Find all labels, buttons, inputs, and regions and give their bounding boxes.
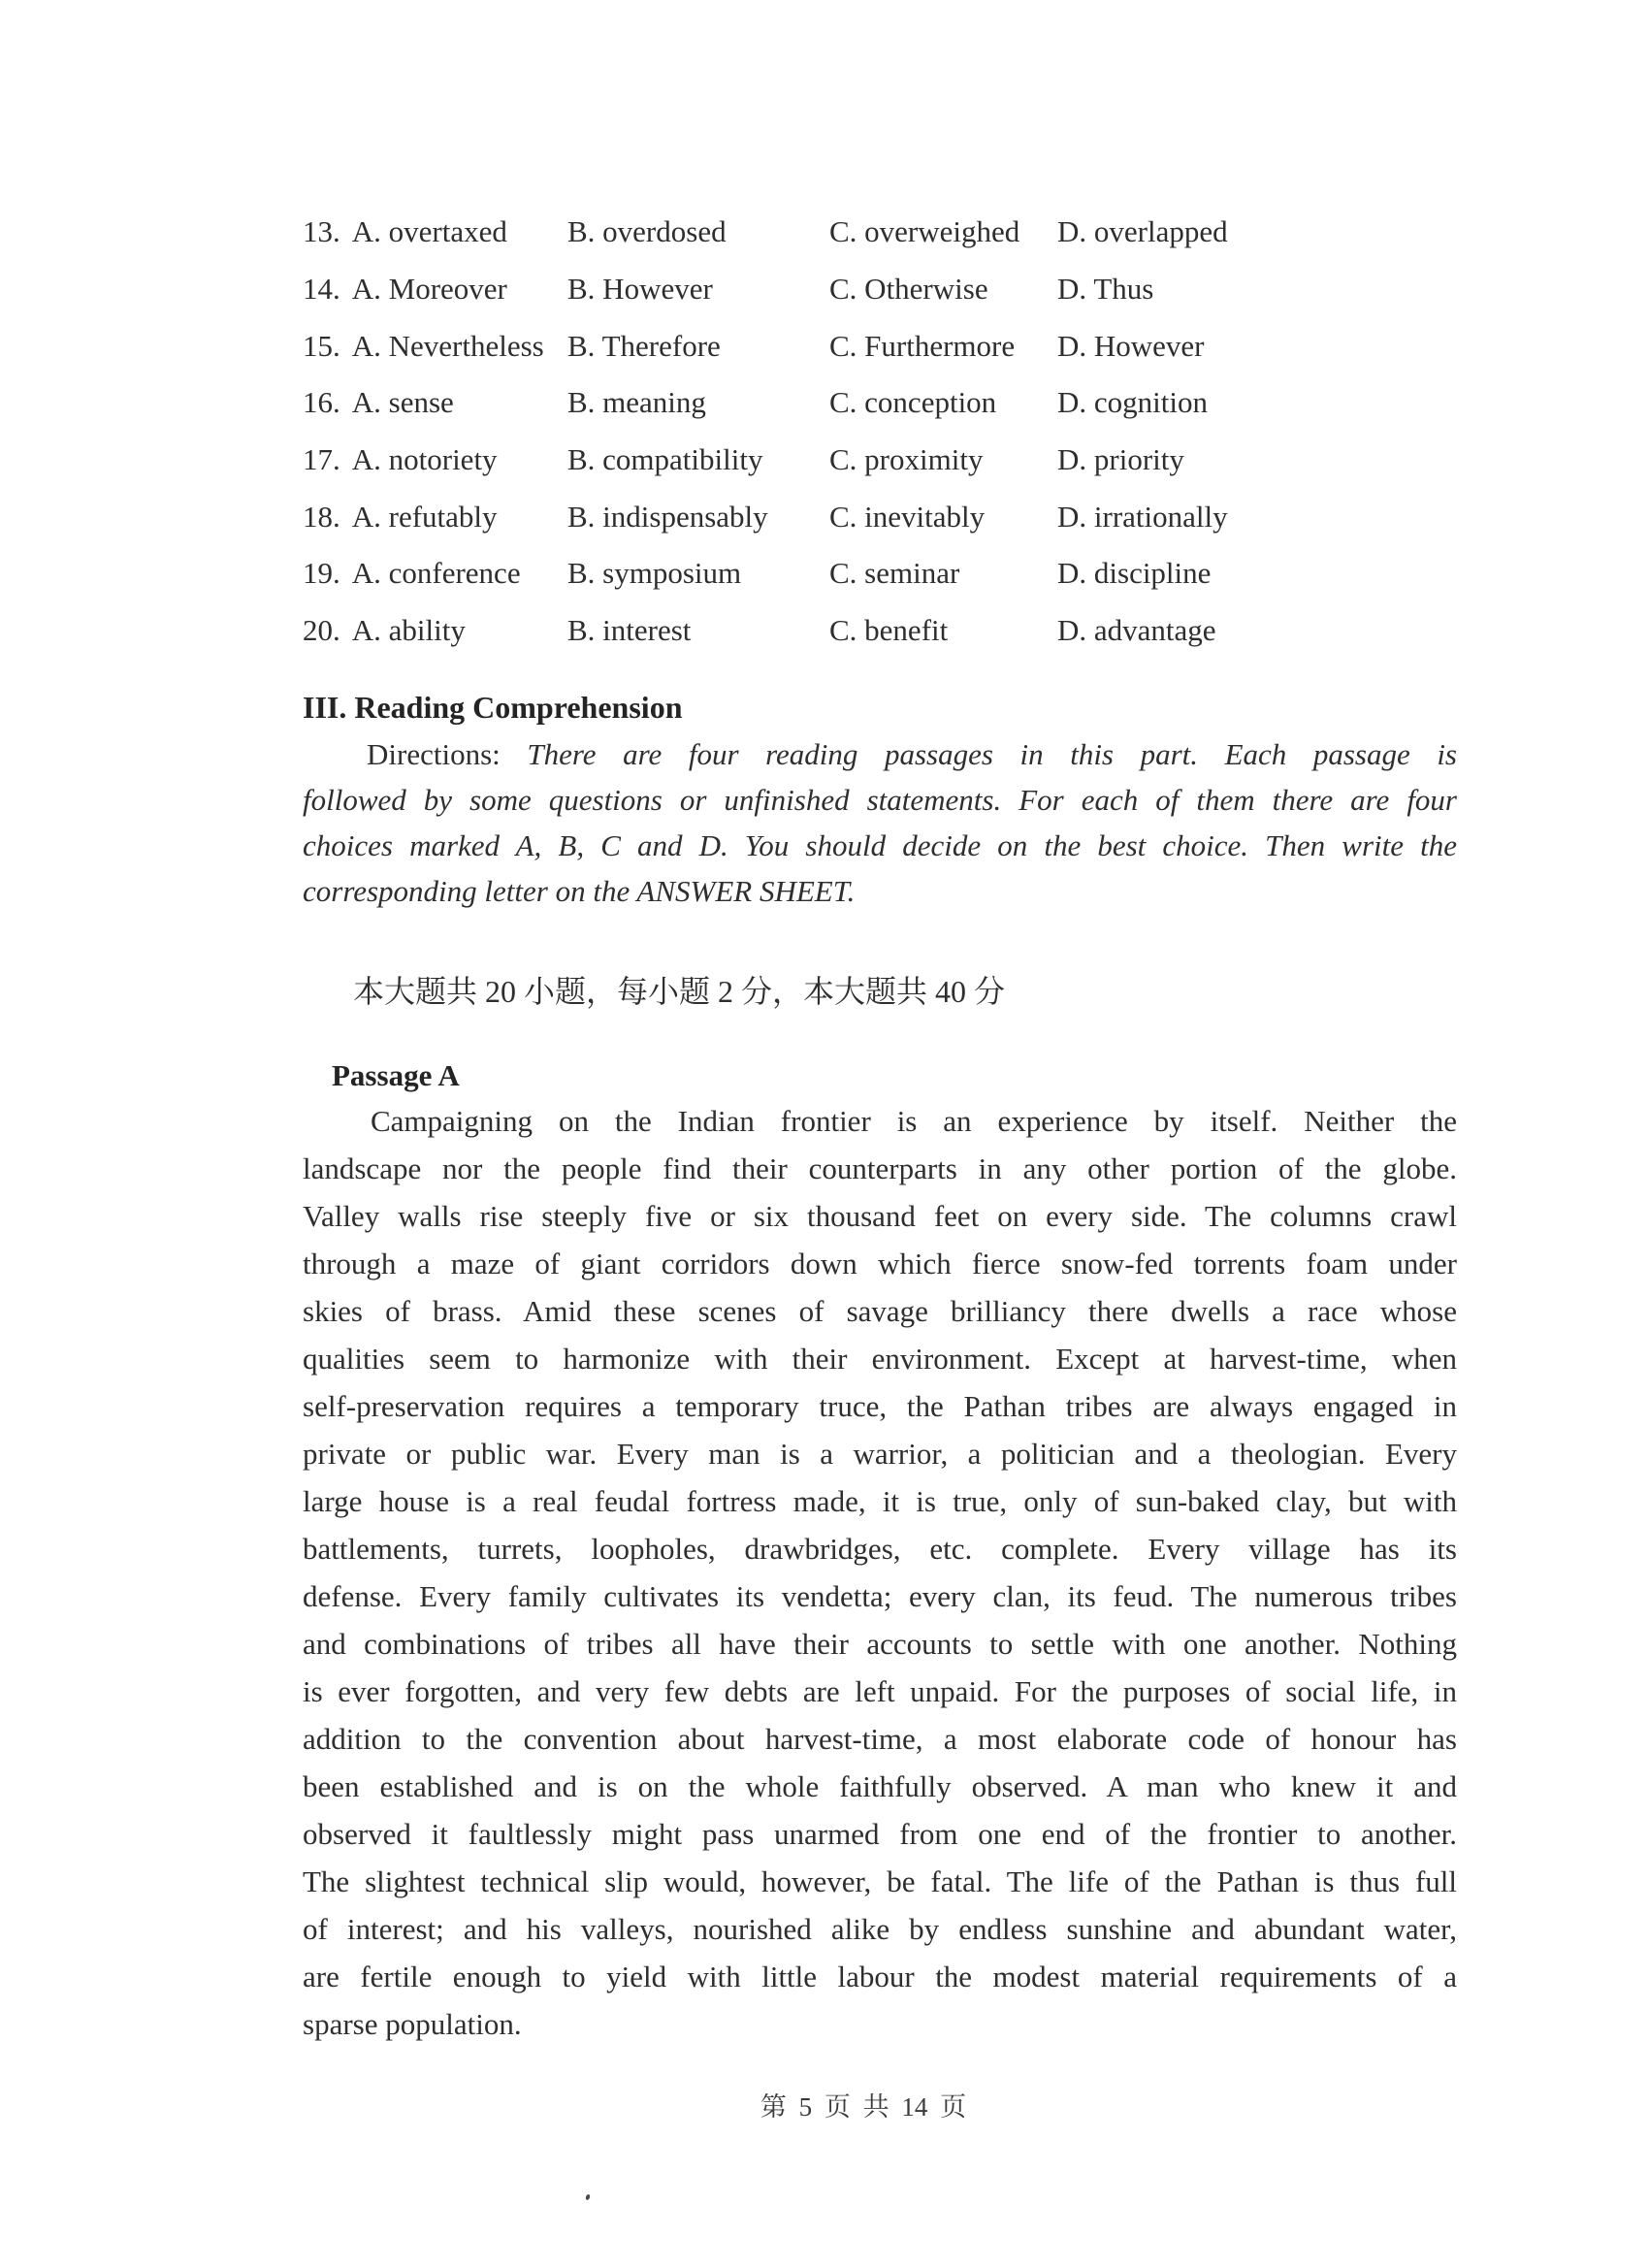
option-d: D. irrationally xyxy=(1057,499,1228,534)
question-row xyxy=(303,261,1457,318)
option-a: A. Nevertheless xyxy=(351,328,544,363)
question-row xyxy=(303,374,1457,432)
passage-line: is ever forgotten, and very few debts are left unpaid. For the purposes of social life, in xyxy=(303,1674,1457,1708)
option-c: C. seminar xyxy=(829,556,960,591)
passage-line: through a maze of giant corridors down which fierce snow-fed torrents foam under xyxy=(303,1247,1457,1280)
question-number: 14. xyxy=(303,272,340,307)
option-a: A. overtaxed xyxy=(351,214,507,249)
question-number: 13. xyxy=(303,214,340,249)
question-number: 20. xyxy=(303,613,340,648)
question-number: 19. xyxy=(303,556,340,591)
directions-line: choices marked A, B, C and D. You should decide on the best choice. Then write the xyxy=(303,828,1457,862)
question-number: 15. xyxy=(303,328,340,363)
option-b: B. indispensably xyxy=(567,499,768,534)
option-d: D. advantage xyxy=(1057,613,1216,648)
directions-line: corresponding letter on the ANSWER SHEET. xyxy=(303,874,856,908)
option-d: D. discipline xyxy=(1057,556,1212,591)
cloze-options-section xyxy=(303,204,1457,660)
option-c: C. benefit xyxy=(829,613,949,648)
option-c: C. conception xyxy=(829,385,997,420)
option-d: D. Thus xyxy=(1057,272,1154,307)
ink-speck xyxy=(585,2193,591,2200)
question-number: 17. xyxy=(303,442,340,477)
directions-paragraph xyxy=(303,731,1457,914)
option-a: A. conference xyxy=(351,556,521,591)
option-a: A. Moreover xyxy=(351,272,507,307)
passage-body xyxy=(303,1097,1457,2048)
option-a: A. ability xyxy=(351,613,466,648)
option-d: D. cognition xyxy=(1057,385,1208,420)
passage-line: battlements, turrets, loopholes, drawbridges, etc. complete. Every village has its xyxy=(303,1532,1457,1566)
score-note: 本大题共 20 小题，每小题 2 分，本大题共 40 分 xyxy=(353,974,1006,1009)
option-b: B. interest xyxy=(567,613,692,648)
question-row xyxy=(303,317,1457,374)
option-b: B. compatibility xyxy=(567,442,763,477)
option-a: A. notoriety xyxy=(351,442,498,477)
option-a: A. sense xyxy=(351,385,454,420)
passage-line: and combinations of tribes all have their accounts to settle with one another. Nothing xyxy=(303,1627,1457,1661)
option-c: C. proximity xyxy=(829,442,984,477)
question-number: 16. xyxy=(303,385,340,420)
passage-line: been established and is on the whole faithfully observed. A man who knew it and xyxy=(303,1769,1457,1803)
passage-line: skies of brass. Amid these scenes of savage brilliancy there dwells a race whose xyxy=(303,1294,1457,1328)
passage-line: The slightest technical slip would, however, be fatal. The life of the Pathan is thus full xyxy=(303,1864,1457,1898)
option-c: C. Otherwise xyxy=(829,272,988,307)
page-footer: 第 5 页 共 14 页 xyxy=(760,2092,967,2122)
passage-line: Valley walls rise steeply five or six thousand feet on every side. The columns crawl xyxy=(303,1199,1457,1233)
option-c: C. inevitably xyxy=(829,499,986,534)
directions-label: Directions: xyxy=(367,737,501,771)
question-row xyxy=(303,545,1457,602)
option-d: D. priority xyxy=(1057,442,1184,477)
passage-line: Campaigning on the Indian frontier is an experience by itself. Neither the xyxy=(371,1104,1457,1138)
passage-line: observed it faultlessly might pass unarmed from one end of the frontier to another. xyxy=(303,1817,1457,1851)
option-c: C. overweighed xyxy=(829,214,1020,249)
option-b: B. However xyxy=(567,272,713,307)
option-b: B. Therefore xyxy=(567,328,721,363)
directions-line: followed by some questions or unfinished statements. For each of them there are four xyxy=(303,783,1457,817)
option-a: A. refutably xyxy=(351,499,498,534)
question-number: 18. xyxy=(303,499,340,534)
question-row xyxy=(303,432,1457,489)
option-b: B. symposium xyxy=(567,556,742,591)
passage-line: large house is a real feudal fortress made, it is true, only of sun-baked clay, but with xyxy=(303,1484,1457,1518)
question-row xyxy=(303,488,1457,545)
passage-line: defense. Every family cultivates its vendetta; every clan, its feud. The numerous tribes xyxy=(303,1579,1457,1613)
option-c: C. Furthermore xyxy=(829,328,1016,363)
option-b: B. overdosed xyxy=(567,214,727,249)
passage-line: of interest; and his valleys, nourished alike by endless sunshine and abundant water, xyxy=(303,1912,1457,1946)
passage-line: addition to the convention about harvest-time, a most elaborate code of honour has xyxy=(303,1722,1457,1756)
option-d: D. overlapped xyxy=(1057,214,1228,249)
passage-line: are fertile enough to yield with little labour the modest material requirements of a xyxy=(303,1960,1457,1993)
directions-line: Directions: There are four reading passages in this part. Each passage is xyxy=(367,737,1458,771)
passage-line: private or public war. Every man is a warrior, a politician and a theologian. Every xyxy=(303,1437,1457,1471)
option-b: B. meaning xyxy=(567,385,706,420)
passage-title: Passage A xyxy=(332,1058,460,1092)
section-heading: III. Reading Comprehension xyxy=(303,690,683,725)
question-row xyxy=(303,602,1457,660)
passage-line: qualities seem to harmonize with their environment. Except at harvest-time, when xyxy=(303,1342,1457,1376)
passage-line: self-preservation requires a temporary truce, the Pathan tribes are always engaged in xyxy=(303,1389,1457,1423)
option-d: D. However xyxy=(1057,328,1205,363)
passage-line: landscape nor the people find their counterparts in any other portion of the globe. xyxy=(303,1151,1457,1185)
question-row xyxy=(303,204,1457,261)
passage-line: sparse population. xyxy=(303,2007,522,2041)
